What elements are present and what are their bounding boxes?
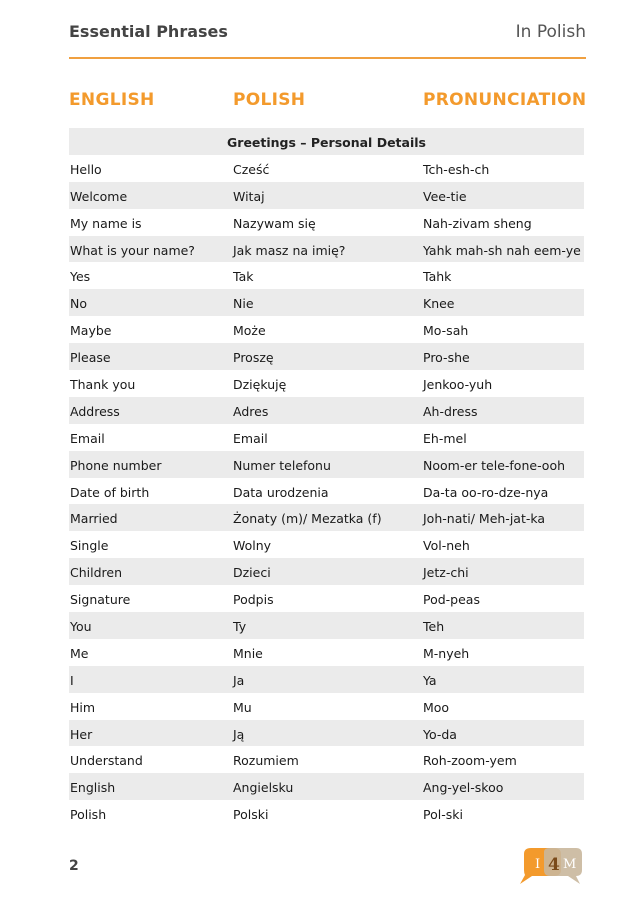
table-row [69,424,584,451]
phrase-table [69,128,584,827]
english-cell: Date of birth [70,484,150,500]
pronunciation-cell: Vol-neh [423,538,470,554]
polish-cell: Tak [233,269,254,285]
pronunciation-cell: Tch-esh-ch [423,161,490,177]
polish-cell: Może [233,323,266,339]
section-header [69,128,584,155]
pronunciation-cell: Yo-da [423,726,457,742]
table-row [69,397,584,424]
polish-cell: Adres [233,403,269,419]
table-row [69,558,584,585]
table-row [69,800,584,827]
table-row [69,693,584,720]
polish-cell: Data urodzenia [233,484,329,500]
polish-cell: Email [233,430,268,446]
table-row [69,585,584,612]
pronunciation-cell: Ang-yel-skoo [423,780,504,796]
english-cell: English [70,780,116,796]
english-cell: You [70,619,92,635]
polish-cell: Nie [233,296,254,312]
table-row [69,236,584,263]
english-cell: Polish [70,807,107,823]
english-cell: Children [70,565,123,581]
pronunciation-cell: Yahk mah-sh nah eem-ye [423,242,581,258]
polish-cell: Polski [233,807,269,823]
table-row [69,289,584,316]
pronunciation-cell: Da-ta oo-ro-dze-nya [423,484,549,500]
table-row [69,746,584,773]
polish-cell: Proszę [233,350,274,366]
pronunciation-cell: Joh-nati/ Meh-jat-ka [423,511,546,527]
column-header-polish: POLISH [233,90,306,110]
english-cell: Understand [70,753,143,769]
english-cell: No [70,296,87,312]
logo-letter-i: I [535,857,541,872]
pronunciation-cell: Moo [423,699,450,715]
polish-cell: Żonaty (m)/ Mezatka (f) [233,511,382,527]
polish-cell: Wolny [233,538,272,554]
pronunciation-cell: Noom-er tele-fone-ooh [423,457,566,473]
polish-cell: Ją [233,726,245,742]
table-row [69,666,584,693]
table-row [69,343,584,370]
english-cell: Hello [70,161,102,177]
english-cell: Maybe [70,323,112,339]
pronunciation-cell: Roh-zoom-yem [423,753,517,769]
polish-cell: Mu [233,699,252,715]
polish-cell: Jak masz na imię? [233,242,346,258]
section-title: Greetings – Personal Details [227,135,426,150]
polish-cell: Cześć [233,161,270,177]
pronunciation-cell: Knee [423,296,455,312]
column-header-english: ENGLISH [69,90,155,110]
english-cell: Single [70,538,109,554]
pronunciation-cell: Teh [423,619,445,635]
pronunciation-cell: Mo-sah [423,323,469,339]
table-row [69,531,584,558]
english-cell: Address [70,403,120,419]
table-row [69,182,584,209]
pronunciation-cell: Eh-mel [423,430,467,446]
table-row [69,639,584,666]
pronunciation-cell: Pod-peas [423,592,480,608]
header-divider [69,57,586,59]
table-row [69,370,584,397]
english-cell: Welcome [70,188,128,204]
english-cell: What is your name? [70,242,195,258]
table-row [69,155,584,182]
polish-cell: Dziękuję [233,377,287,393]
header-title: Essential Phrases [69,22,228,41]
english-cell: Yes [70,269,91,285]
english-cell: Phone number [70,457,162,473]
logo-bubbles-icon [514,846,588,886]
table-row [69,720,584,747]
page-header [69,22,586,44]
pronunciation-cell: Ah-dress [423,403,478,419]
polish-cell: Mnie [233,645,263,661]
phrase-rows [69,155,584,827]
table-row [69,504,584,531]
page-number: 2 [69,858,79,874]
table-row [69,478,584,505]
english-cell: Him [70,699,96,715]
header-language: In Polish [515,22,586,42]
english-cell: I [70,672,74,688]
polish-cell: Rozumiem [233,753,299,769]
polish-cell: Ja [233,672,245,688]
polish-cell: Numer telefonu [233,457,331,473]
column-header-pronunciation: PRONUNCIATION [423,90,587,110]
pronunciation-cell: Jenkoo-yuh [423,377,493,393]
logo-letter-4: 4 [548,855,560,875]
english-cell: My name is [70,215,142,231]
table-row [69,773,584,800]
table-row [69,451,584,478]
polish-cell: Angielsku [233,780,294,796]
pronunciation-cell: Pol-ski [423,807,463,823]
english-cell: Married [70,511,118,527]
english-cell: Please [70,350,111,366]
pronunciation-cell: Nah-zivam sheng [423,215,532,231]
polish-cell: Podpis [233,592,274,608]
english-cell: Signature [70,592,131,608]
polish-cell: Ty [233,619,247,635]
pronunciation-cell: Tahk [423,269,452,285]
english-cell: Email [70,430,105,446]
pronunciation-cell: Vee-tie [423,188,467,204]
polish-cell: Witaj [233,188,265,204]
table-row [69,209,584,236]
pronunciation-cell: Ya [423,672,437,688]
pronunciation-cell: Jetz-chi [423,565,469,581]
table-row [69,316,584,343]
i4m-logo [514,846,588,886]
pronunciation-cell: Pro-she [423,350,470,366]
table-row [69,262,584,289]
polish-cell: Dzieci [233,565,271,581]
logo-letter-m: M [563,857,577,872]
pronunciation-cell: M-nyeh [423,645,470,661]
polish-cell: Nazywam się [233,215,316,231]
english-cell: Her [70,726,93,742]
english-cell: Me [70,645,89,661]
table-row [69,612,584,639]
english-cell: Thank you [70,377,136,393]
